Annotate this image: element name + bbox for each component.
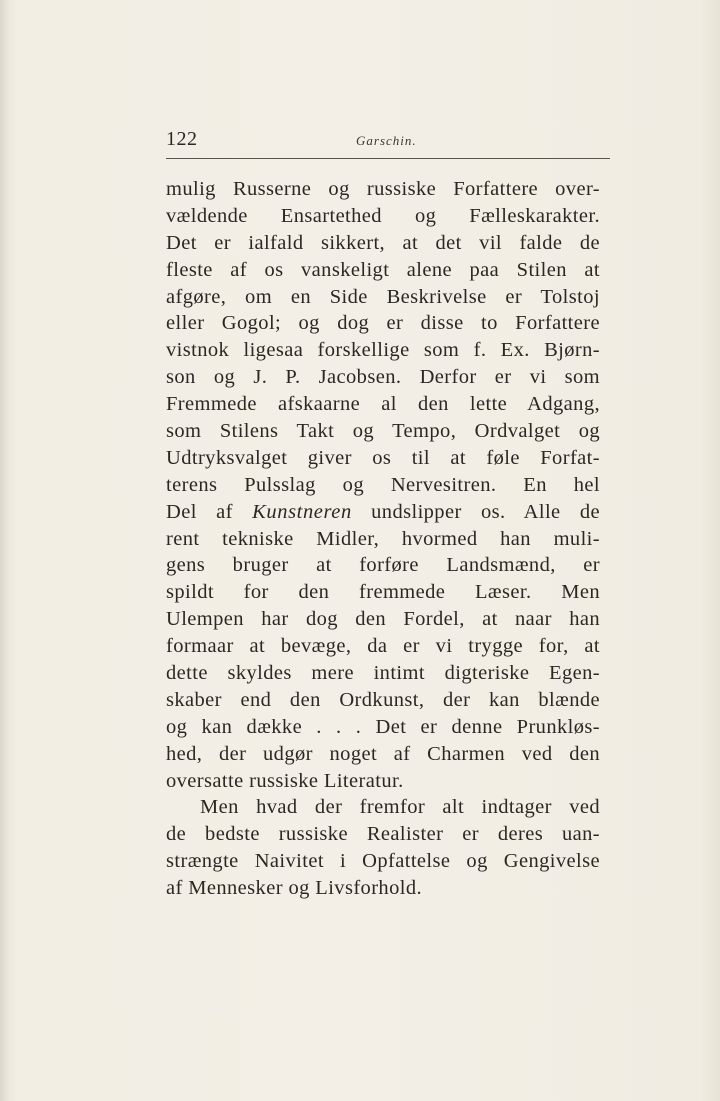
- text-line: vistnok ligesaa forskellige som f. Ex. Bjørn-: [166, 339, 600, 362]
- body-text: [166, 176, 600, 902]
- text-line: Det er ialfald sikkert, at det vil falde de: [166, 231, 600, 254]
- text-line: mulig Russerne og russiske Forfattere over-: [166, 178, 600, 200]
- header-rule: [166, 158, 610, 159]
- text-segment: Del af: [166, 500, 233, 523]
- text-line: som Stilens Takt og Tempo, Ordvalget og: [166, 420, 600, 443]
- text-line: rent tekniske Midler, hvormed han muli-: [166, 527, 600, 550]
- text-line: dette skyldes mere intimt digteriske Egen-: [166, 662, 600, 685]
- text-line: skaber end den Ordkunst, der kan blænde: [166, 688, 600, 711]
- text-line: [166, 499, 600, 526]
- text-line: de bedste russiske Realister er deres uan-: [166, 823, 600, 846]
- text-line: Udtryksvalget giver os til at føle Forfat-: [166, 446, 600, 469]
- text-line: Fremmede afskaarne al den lette Adgang,: [166, 393, 600, 416]
- text-line: son og J. P. Jacobsen. Derfor er vi som: [166, 366, 600, 389]
- paragraph-first-line: Men hvad der fremfor alt indtager ved: [200, 796, 600, 819]
- text-line: spildt for den fremmede Læser. Men: [166, 581, 600, 604]
- text-line: terens Pulsslag og Nervesitren. En hel: [166, 473, 600, 496]
- text-line: vældende Ensartethed og Fælleskarakter.: [166, 204, 600, 227]
- text-line: formaar at bevæge, da er vi trygge for, at: [166, 635, 600, 658]
- book-title-italic: Kunstneren: [252, 500, 352, 523]
- text-line: hed, der udgør noget af Charmen ved den: [166, 742, 600, 765]
- text-line: eller Gogol; og dog er disse to Forfattere: [166, 312, 600, 335]
- page-header: [166, 128, 610, 158]
- page-number: 122: [166, 128, 198, 150]
- text-line: af Mennesker og Livsforhold.: [166, 877, 422, 900]
- page-edge-shadow: [0, 0, 10, 1101]
- text-line: og kan dække . . . Det er denne Prunkløs-: [166, 715, 600, 738]
- running-head: Garschin.: [356, 133, 417, 148]
- text-segment: undslipper os. Alle de: [371, 500, 600, 523]
- text-line: oversatte russiske Literatur.: [166, 769, 404, 792]
- text-line: strængte Naivitet i Opfattelse og Gengivelse: [166, 850, 600, 873]
- text-line: Ulempen har dog den Fordel, at naar han: [166, 608, 600, 631]
- text-line: fleste af os vanskeligt alene paa Stilen at: [166, 258, 600, 281]
- text-line: gens bruger at forføre Landsmænd, er: [166, 554, 600, 577]
- text-line: afgøre, om en Side Beskrivelse er Tolstoj: [166, 285, 600, 308]
